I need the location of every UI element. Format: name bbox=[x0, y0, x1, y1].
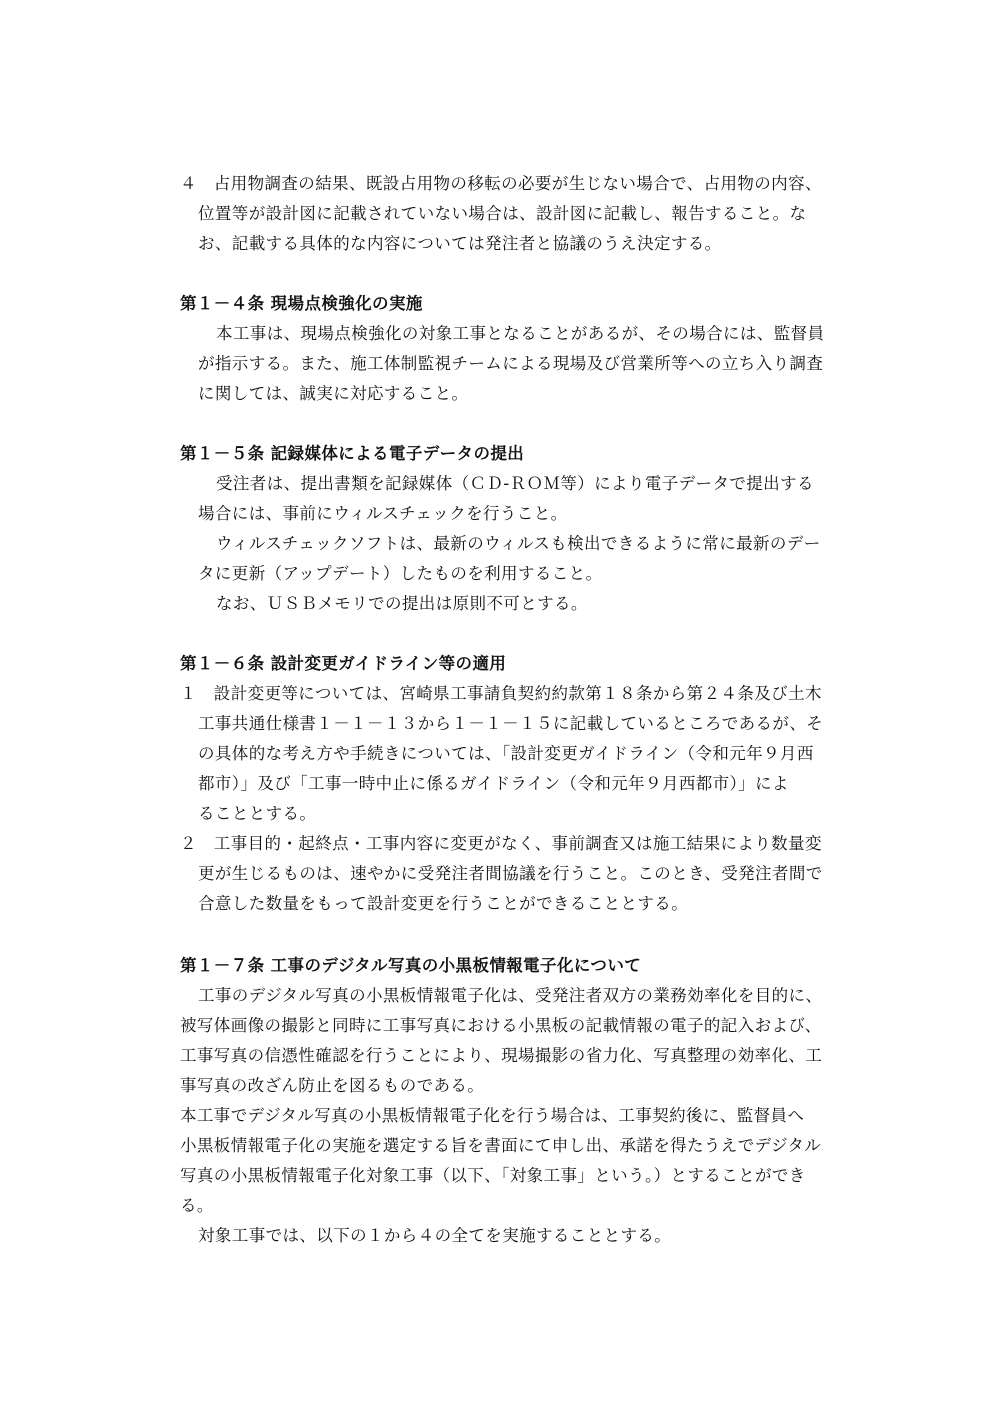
article-1-7-line-8: る。 bbox=[180, 1196, 214, 1215]
article-1-5-line-3: ウィルスチェックソフトは、最新のウィルスも検出できるように常に最新のデー bbox=[216, 534, 821, 553]
article-1-5-line-2: 場合には、事前にウィルスチェックを行うこと。 bbox=[198, 504, 568, 523]
article-1-4-line-3: に関しては、誠実に対応すること。 bbox=[198, 384, 469, 403]
article-1-5-line-5: なお、ＵＳＢメモリでの提出は原則不可とする。 bbox=[216, 594, 588, 613]
article-1-5-line-1: 受注者は、提出書類を記録媒体（ＣＤ-ＲＯＭ等）により電子データで提出する bbox=[216, 474, 814, 493]
item4-line-2: 位置等が設計図に記載されていない場合は、設計図に記載し、報告すること。な bbox=[198, 204, 807, 223]
article-1-6-line-2: 工事共通仕様書１－１－１３から１－１－１５に記載しているところであるが、そ bbox=[198, 714, 824, 733]
article-1-7-line-6: 小黒板情報電子化の実施を選定する旨を書面にて申し出、承諾を得たうえでデジタル bbox=[180, 1136, 822, 1155]
article-1-6-line-3: の具体的な考え方や手続きについては、「設計変更ガイドライン（令和元年９月西 bbox=[198, 744, 814, 763]
article-1-6-line-6: ２ 工事目的・起終点・工事内容に変更がなく、事前調査又は施工結果により数量変 bbox=[180, 834, 822, 853]
article-1-7-line-5: 本工事でデジタル写真の小黒板情報電子化を行う場合は、工事契約後に、監督員へ bbox=[180, 1106, 805, 1125]
article-1-7-line-4: 事写真の改ざん防止を図るものである。 bbox=[180, 1076, 485, 1095]
item4-line-1: ４ 占用物調査の結果、既設占用物の移転の必要が生じない場合で、占用物の内容、 bbox=[180, 174, 822, 193]
article-1-6-line-5: ることとする。 bbox=[198, 804, 317, 823]
article-1-4-heading: 第１－４条 現場点検強化の実施 bbox=[180, 294, 423, 313]
article-1-7-line-2: 被写体画像の撮影と同時に工事写真における小黒板の記載情報の電子的記入および、 bbox=[180, 1016, 822, 1035]
article-1-5-line-4: タに更新（アップデート）したものを利用すること。 bbox=[198, 564, 603, 583]
article-1-4-line-2: が指示する。また、施工体制監視チームによる現場及び営業所等への立ち入り調査 bbox=[198, 354, 824, 373]
article-1-6-line-7: 更が生じるものは、速やかに受発注者間協議を行うこと。このとき、受発注者間で bbox=[198, 864, 823, 883]
article-1-7-line-1: 工事のデジタル写真の小黒板情報電子化は、受発注者双方の業務効率化を目的に、 bbox=[198, 986, 823, 1005]
article-1-7-line-9: 対象工事では、以下の１から４の全てを実施することとする。 bbox=[198, 1226, 672, 1245]
article-1-6-line-1: １ 設計変更等については、宮崎県工事請負契約約款第１８条から第２４条及び土木 bbox=[180, 684, 822, 703]
item4-line-3: お、記載する具体的な内容については発注者と協議のうえ決定する。 bbox=[198, 234, 722, 253]
article-1-7-heading: 第１－７条 工事のデジタル写真の小黒板情報電子化について bbox=[180, 956, 642, 975]
article-1-4-line-1: 本工事は、現場点検強化の対象工事となることがあるが、その場合には、監督員 bbox=[216, 324, 825, 343]
article-1-7-line-7: 写真の小黒板情報電子化対象工事（以下、「対象工事」という。）とすることができ bbox=[180, 1166, 806, 1185]
article-1-6-line-8: 合意した数量をもって設計変更を行うことができることとする。 bbox=[198, 894, 689, 913]
article-1-7-line-3: 工事写真の信憑性確認を行うことにより、現場撮影の省力化、写真整理の効率化、工 bbox=[180, 1046, 823, 1065]
article-1-5-heading: 第１－５条 記録媒体による電子データの提出 bbox=[180, 444, 525, 463]
article-1-6-heading: 第１－６条 設計変更ガイドライン等の適用 bbox=[180, 654, 507, 673]
article-1-6-line-4: 都市）」及び「工事一時中止に係るガイドライン（令和元年９月西都市）」によ bbox=[198, 774, 789, 793]
